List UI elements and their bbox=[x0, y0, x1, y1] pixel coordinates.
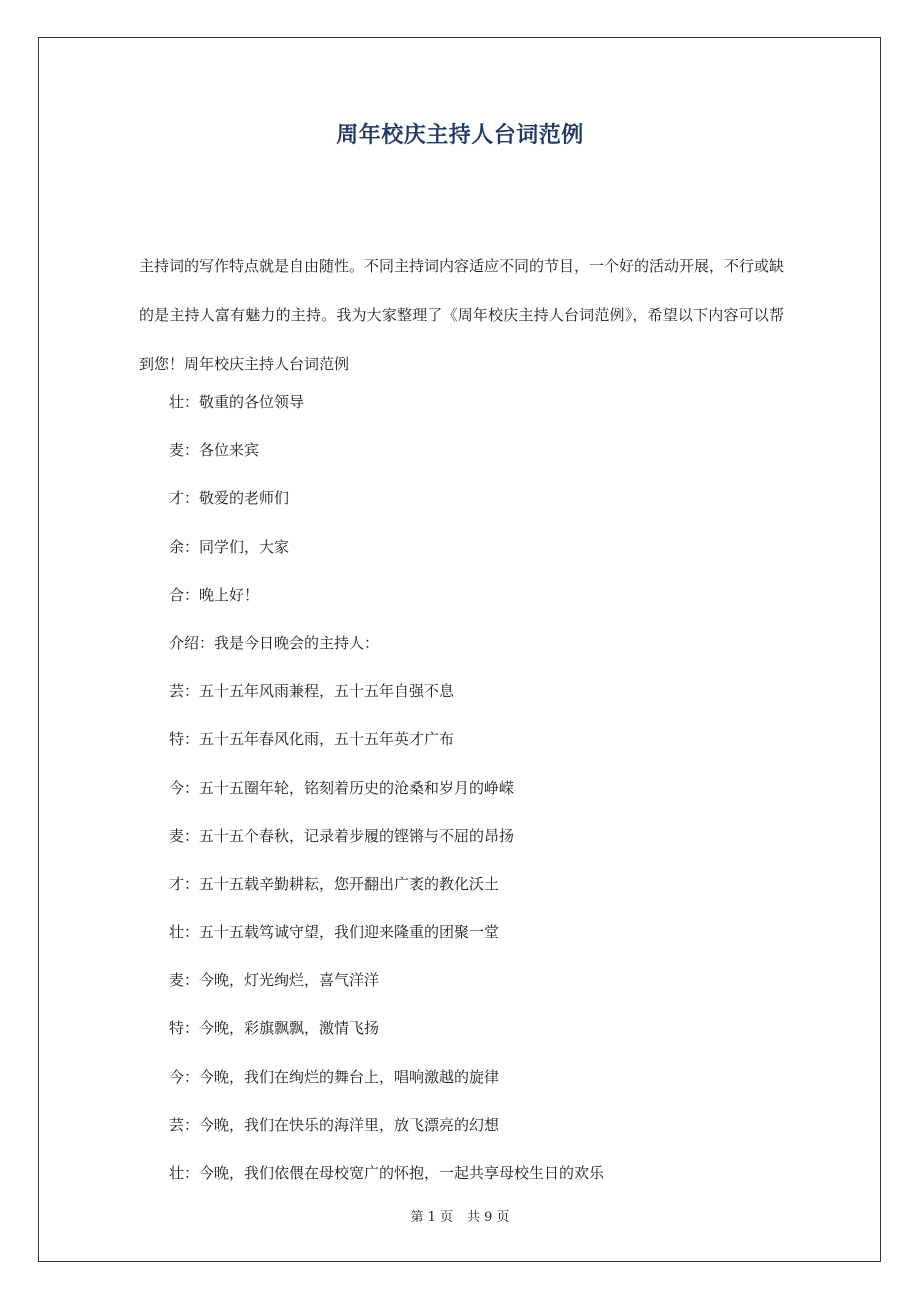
page-total: 共 9 页 bbox=[467, 1210, 510, 1225]
script-line: 麦：各位来宾 bbox=[169, 441, 260, 460]
script-line: 芸：今晚，我们在快乐的海洋里，放飞漂亮的幻想 bbox=[169, 1115, 500, 1134]
script-line: 壮：五十五载笃诚守望，我们迎来隆重的团聚一堂 bbox=[169, 923, 500, 942]
page-footer bbox=[0, 1206, 920, 1225]
script-line: 麦：五十五个春秋，记录着步履的铿锵与不屈的昂扬 bbox=[169, 826, 515, 845]
script-line: 特：今晚，彩旗飘飘，激情飞扬 bbox=[169, 1019, 380, 1038]
intro-paragraph: 主持词的写作特点就是自由随性。不同主持词内容适应不同的节目，一个好的活动开展，不行或缺的是主持人富有魅力的主持。我为大家整理了《周年校庆主持人台词范例》，希望以下内容可以帮到您！周年校庆主持人台词范例 bbox=[139, 257, 785, 373]
script-line: 合：晚上好！ bbox=[169, 585, 260, 604]
script-line: 芸：五十五年风雨兼程，五十五年自强不息 bbox=[169, 682, 455, 701]
script-line: 特：五十五年春风化雨，五十五年英才广布 bbox=[169, 730, 455, 749]
script-line: 壮：敬重的各位领导 bbox=[169, 393, 305, 411]
document-title: 周年校庆主持人台词范例 bbox=[336, 123, 584, 148]
script-line: 余：同学们，大家 bbox=[169, 537, 290, 556]
script-line: 今：五十五圈年轮，铭刻着历史的沧桑和岁月的峥嵘 bbox=[169, 778, 515, 797]
page-number: 第 1 页 bbox=[410, 1210, 453, 1225]
script-line: 今：今晚，我们在绚烂的舞台上，唱响激越的旋律 bbox=[169, 1067, 500, 1086]
script-line: 麦：今晚，灯光绚烂，喜气洋洋 bbox=[169, 971, 380, 990]
script-line: 介绍：我是今日晚会的主持人： bbox=[169, 633, 380, 652]
script-line: 壮：今晚，我们依偎在母校宽广的怀抱，一起共享母校生日的欢乐 bbox=[169, 1164, 605, 1182]
script-lines bbox=[169, 386, 789, 1205]
script-line: 才：五十五载辛勤耕耘，您开翻出广袤的教化沃土 bbox=[169, 874, 500, 893]
script-line: 才：敬爱的老师们 bbox=[169, 489, 290, 508]
